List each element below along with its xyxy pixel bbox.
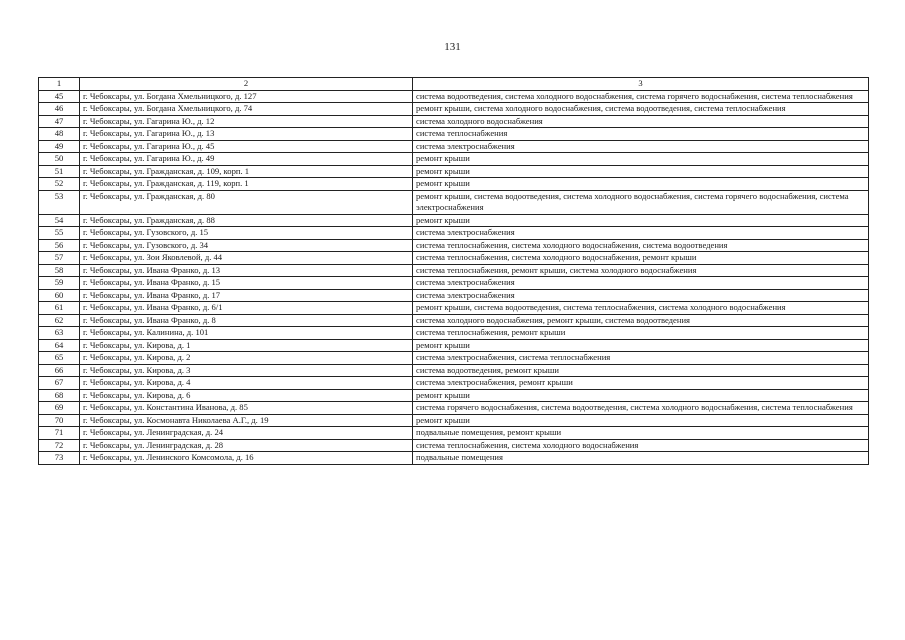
header-col-1: 1 [39, 78, 80, 91]
table-row [39, 90, 869, 103]
row-address: г. Чебоксары, ул. Космонавта Николаева А.Г., д. 19 [80, 414, 413, 427]
row-number: 55 [39, 227, 80, 240]
table-row [39, 452, 869, 465]
row-number: 47 [39, 115, 80, 128]
table-row [39, 277, 869, 290]
row-address: г. Чебоксары, ул. Кирова, д. 1 [80, 339, 413, 352]
row-works: система теплоснабжения, ремонт крыши, система холодного водоснабжения [413, 264, 869, 277]
header-col-3: 3 [413, 78, 869, 91]
table-row [39, 214, 869, 227]
row-address: г. Чебоксары, ул. Калинина, д. 101 [80, 327, 413, 340]
row-number: 49 [39, 140, 80, 153]
table-row [39, 377, 869, 390]
header-col-2: 2 [80, 78, 413, 91]
page-number: 131 [444, 41, 461, 53]
row-address: г. Чебоксары, ул. Зои Яковлевой, д. 44 [80, 252, 413, 265]
row-number: 50 [39, 153, 80, 166]
table-header-row [39, 78, 869, 91]
table-row [39, 439, 869, 452]
row-number: 64 [39, 339, 80, 352]
row-works: ремонт крыши, система холодного водоснабжения, система водоотведения, система теплоснабжения [413, 103, 869, 116]
row-address: г. Чебоксары, ул. Ивана Франко, д. 6/1 [80, 302, 413, 315]
row-works: ремонт крыши [413, 178, 869, 191]
row-number: 63 [39, 327, 80, 340]
row-number: 62 [39, 314, 80, 327]
row-number: 54 [39, 214, 80, 227]
row-number: 65 [39, 352, 80, 365]
table-row [39, 389, 869, 402]
row-works: ремонт крыши, система водоотведения, система холодного водоснабжения, система горячего водоснабжения, система электроснабжения [413, 190, 869, 214]
row-works: система теплоснабжения, система холодного водоснабжения [413, 439, 869, 452]
row-number: 66 [39, 364, 80, 377]
row-works: ремонт крыши [413, 165, 869, 178]
table-row [39, 128, 869, 141]
row-works: система электроснабжения [413, 277, 869, 290]
row-works: ремонт крыши [413, 414, 869, 427]
table-row [39, 239, 869, 252]
table-row [39, 264, 869, 277]
table-row [39, 227, 869, 240]
row-address: г. Чебоксары, ул. Ленинского Комсомола, д. 16 [80, 452, 413, 465]
row-address: г. Чебоксары, ул. Гражданская, д. 119, корп. 1 [80, 178, 413, 191]
row-works: система теплоснабжения [413, 128, 869, 141]
table-row [39, 402, 869, 415]
row-address: г. Чебоксары, ул. Богдана Хмельницкого, д. 74 [80, 103, 413, 116]
row-works: ремонт крыши [413, 389, 869, 402]
row-address: г. Чебоксары, ул. Гузовского, д. 15 [80, 227, 413, 240]
row-address: г. Чебоксары, ул. Ленинградская, д. 28 [80, 439, 413, 452]
table-row [39, 314, 869, 327]
row-address: г. Чебоксары, ул. Кирова, д. 3 [80, 364, 413, 377]
row-address: г. Чебоксары, ул. Ивана Франко, д. 17 [80, 289, 413, 302]
row-number: 73 [39, 452, 80, 465]
row-number: 53 [39, 190, 80, 214]
row-address: г. Чебоксары, ул. Ивана Франко, д. 13 [80, 264, 413, 277]
row-address: г. Чебоксары, ул. Богдана Хмельницкого, д. 127 [80, 90, 413, 103]
row-works: система водоотведения, ремонт крыши [413, 364, 869, 377]
table-row [39, 414, 869, 427]
table-row [39, 427, 869, 440]
row-works: ремонт крыши [413, 214, 869, 227]
row-works: система теплоснабжения, система холодного водоснабжения, ремонт крыши [413, 252, 869, 265]
row-address: г. Чебоксары, ул. Гагарина Ю., д. 13 [80, 128, 413, 141]
row-address: г. Чебоксары, ул. Гражданская, д. 88 [80, 214, 413, 227]
row-works: система теплоснабжения, ремонт крыши [413, 327, 869, 340]
row-works: система холодного водоснабжения [413, 115, 869, 128]
row-number: 58 [39, 264, 80, 277]
row-address: г. Чебоксары, ул. Гузовского, д. 34 [80, 239, 413, 252]
row-works: подвальные помещения, ремонт крыши [413, 427, 869, 440]
row-number: 52 [39, 178, 80, 191]
row-works: система водоотведения, система холодного водоснабжения, система горячего водоснабжения, система теплоснабжения [413, 90, 869, 103]
housing-repair-table [38, 77, 869, 465]
row-number: 61 [39, 302, 80, 315]
table-row [39, 339, 869, 352]
row-address: г. Чебоксары, ул. Гражданская, д. 109, корп. 1 [80, 165, 413, 178]
row-address: г. Чебоксары, ул. Гагарина Ю., д. 12 [80, 115, 413, 128]
table-row [39, 190, 869, 214]
row-works: система холодного водоснабжения, ремонт крыши, система водоотведения [413, 314, 869, 327]
row-address: г. Чебоксары, ул. Кирова, д. 2 [80, 352, 413, 365]
table-row [39, 289, 869, 302]
row-address: г. Чебоксары, ул. Ленинградская, д. 24 [80, 427, 413, 440]
row-number: 68 [39, 389, 80, 402]
row-works: система электроснабжения, ремонт крыши [413, 377, 869, 390]
row-works: ремонт крыши, система водоотведения, система теплоснабжения, система холодного водоснабжения [413, 302, 869, 315]
row-number: 59 [39, 277, 80, 290]
row-works: система электроснабжения, система теплоснабжения [413, 352, 869, 365]
row-address: г. Чебоксары, ул. Ивана Франко, д. 8 [80, 314, 413, 327]
row-works: ремонт крыши [413, 153, 869, 166]
table-body [39, 78, 869, 465]
row-number: 72 [39, 439, 80, 452]
row-number: 48 [39, 128, 80, 141]
row-works: система теплоснабжения, система холодного водоснабжения, система водоотведения [413, 239, 869, 252]
table-row [39, 352, 869, 365]
row-address: г. Чебоксары, ул. Гагарина Ю., д. 49 [80, 153, 413, 166]
row-number: 45 [39, 90, 80, 103]
row-number: 71 [39, 427, 80, 440]
table-row [39, 178, 869, 191]
row-works: система электроснабжения [413, 289, 869, 302]
table-row [39, 103, 869, 116]
table-row [39, 153, 869, 166]
row-works: система электроснабжения [413, 140, 869, 153]
row-number: 67 [39, 377, 80, 390]
row-address: г. Чебоксары, ул. Гражданская, д. 80 [80, 190, 413, 214]
row-address: г. Чебоксары, ул. Константина Иванова, д. 85 [80, 402, 413, 415]
row-number: 51 [39, 165, 80, 178]
row-number: 57 [39, 252, 80, 265]
row-address: г. Чебоксары, ул. Кирова, д. 4 [80, 377, 413, 390]
row-address: г. Чебоксары, ул. Гагарина Ю., д. 45 [80, 140, 413, 153]
row-number: 70 [39, 414, 80, 427]
table-row [39, 115, 869, 128]
table-row [39, 364, 869, 377]
row-works: ремонт крыши [413, 339, 869, 352]
table-row [39, 302, 869, 315]
table-row [39, 252, 869, 265]
row-works: система горячего водоснабжения, система водоотведения, система холодного водоснабжения, система теплоснабжения [413, 402, 869, 415]
row-address: г. Чебоксары, ул. Кирова, д. 6 [80, 389, 413, 402]
row-number: 46 [39, 103, 80, 116]
table-row [39, 140, 869, 153]
row-number: 69 [39, 402, 80, 415]
row-number: 56 [39, 239, 80, 252]
row-number: 60 [39, 289, 80, 302]
row-works: система электроснабжения [413, 227, 869, 240]
table-row [39, 165, 869, 178]
table-row [39, 327, 869, 340]
row-address: г. Чебоксары, ул. Ивана Франко, д. 15 [80, 277, 413, 290]
row-works: подвальные помещения [413, 452, 869, 465]
